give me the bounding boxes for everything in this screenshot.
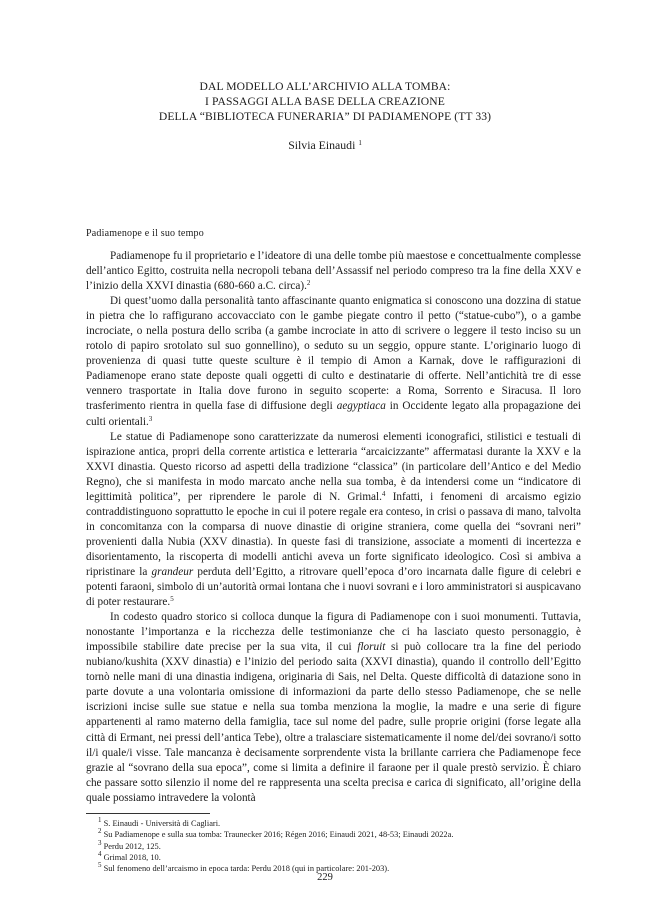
footnote-text: Sul fenomeno dell’arcaismo in epoca tarda: Perdu 2018 (qui in particolare: 201-203).	[103, 864, 390, 874]
footnote-number: 4	[98, 849, 102, 858]
author-line	[0, 138, 650, 153]
footnote-number: 5	[98, 861, 102, 870]
title-line-3: DELLA “BIBLIOTECA FUNERARIA” DI PADIAMENOPE (TT 33)	[158, 110, 492, 123]
footnote-ref-3[interactable]: 3	[148, 414, 153, 423]
footnote-ref-2[interactable]: 2	[306, 279, 311, 288]
footnote-number: 2	[98, 827, 102, 836]
title-line-2: I PASSAGGI ALLA BASE DELLA CREAZIONE	[205, 95, 445, 108]
footnotes	[98, 818, 578, 874]
body-text	[86, 249, 581, 806]
paragraph-text: in Occidente legato alla propagazione dei culti orientali.	[86, 400, 581, 428]
page-number: 229	[317, 872, 333, 883]
paragraph-4	[86, 610, 581, 806]
italic-term: aegyptiaca	[336, 400, 386, 413]
paragraph-text: Infatti, i fenomeni di arcaismo egizio contraddistinguono soprattutto le epoche in cui il potere regale era conteso, in crisi o passava di mano, talvolta in concomitanza con la comparsa di nuove dinastie di origine straniera, come quella dei “sovrani neri” provenienti dalla Nubia (XXV dinastia). In queste fasi di transizione, associate a momenti di incertezza e disorientamento, la riscoperta di modelli antichi aveva un forte significato ideologico. Così si ambiva a ripristinare la	[86, 490, 582, 578]
article-title	[60, 79, 590, 124]
footnote-ref-5[interactable]: 5	[170, 595, 174, 604]
paragraph-text: Le statue di Padiamenope sono caratterizzate da numerosi elementi iconografici, stilistici e testuali di ispirazione antica, propri della corrente artistica e letteraria “arcaicizzante” affermatasi durante la XXV e la XXVI dinastia. Questo ricorso ad aspetti della tradizione “classica” (in particolare dell’Antico e del Medio Regno), che si manifesta in modo marcato anche nella sua tomba, è da intendersi come un “indicatore di legittimità politica”, per riprendere le parole di N. Grimal.	[86, 430, 581, 503]
footnote-text: S. Einaudi - Università di Cagliari.	[103, 819, 221, 828]
paragraph-1	[86, 249, 581, 294]
footnote-3	[98, 838, 578, 852]
author-name: Silvia Einaudi	[288, 138, 356, 152]
footnote-ref-4[interactable]: 4	[381, 489, 386, 498]
paragraph-text: Padiamenope fu il proprietario e l’ideatore di una delle tombe più maestose e concettualmente complesse dell’antico Egitto, costruita nella necropoli tebana dell’Assassif nel periodo compreso tra la fine della XXV e l’inizio della XXVI dinastia (680-660 a.C. circa).	[86, 250, 581, 293]
paragraph-text: Di quest’uomo dalla personalità tanto affascinante quanto enigmatica si conoscono una dozzina di statue in pietra che lo raffigurano accovacciato con le gambe piegate contro il petto (“statue-cubo”), o a gambe incrociate, o nella postura dello scriba (a gambe incrociate in atto di scrivere o leggere il testo inciso su un rotolo di papiro srotolato sul suo gonnellino), o seduto su un seggio, oppure stante. L’originario luogo di provenienza di quasi tutte queste sculture è il tempio di Amon a Karnak, dove le raffigurazioni di Padiamenope erano state deposte quali oggetti di culto e destinatarie di offerte. Nell’antichità tre di esse vennero trasportate in Italia dove furono in seguito scoperte: a Roma, Sorrento e Siracusa. Il loro trasferimento rientra in quella fase di diffusione degli	[86, 295, 581, 413]
footnote-4	[98, 849, 578, 863]
footnote-number: 3	[98, 838, 102, 847]
italic-term: floruit	[357, 641, 386, 654]
footnote-text: Perdu 2012, 125.	[103, 841, 161, 851]
footnote-number: 1	[98, 816, 102, 824]
paragraph-text: si può collocare tra la fine del periodo nubiano/kushita (XXV dinastia) e l’inizio del periodo saita (XXVI dinastia), quando il controllo dell’Egitto tornò nelle mani di una dinastia indigena, originaria di Sais, nel Delta. Queste difficoltà di datazione sono in parte dovute a una volontaria omissione di informazioni da parte dello stesso Padiamenope, che se nelle iscrizioni incise sulle sue statue e nella sua tomba menziona la moglie, la madre e una serie di figure appartenenti al ramo materno della famiglia, tace sul nome del padre, sulle proprie origini (forse legate alla città di Ermant, nei pressi dell’antica Tebe), oltre a tralasciare sistematicamente il nome del/dei sovrano/i sotto il/i quale/i visse. Tale mancanza è decisamente sorprendente vista la brillante carriera che Padiamenope fece grazie al “sovrano della sua epoca”, come si limita a definire il faraone per il quale prestò servizio. È chiaro che passare sotto silenzio il nome del re rappresenta una scelta precisa e carica di significato, all’origine della quale possiamo intravedere la volontà	[86, 641, 582, 804]
paragraph-3	[86, 430, 581, 611]
section-heading: Padiamenope e il suo tempo	[86, 228, 204, 239]
paragraph-2	[86, 294, 581, 429]
paragraph-text: In codesto quadro storico si colloca dunque la figura di Padiamenope con i suoi monumenti. Tuttavia, nonostante l’importanza e la ricchezza delle testimonianze che ci ha lasciato questo personaggio, è impossibile stabilire date precise per la sua vita, il cui	[86, 611, 581, 654]
footnote-1	[98, 818, 578, 829]
paragraph-text: perduta dell’Egitto, a ritrovare quell’epoca d’oro incarnata dalle figure di celebri e potenti faraoni, simbolo di un’autorità ormai lontana che i nuovi sovrani e i loro amministratori si auspicavano di poter restaurare.	[86, 565, 582, 609]
footnote-2	[98, 829, 578, 840]
title-line-1: DAL MODELLO ALL’ARCHIVIO ALLA TOMBA:	[199, 80, 451, 93]
footnote-text: Su Padiamenope e sulla sua tomba: Traunecker 2016; Régen 2016; Einaudi 2021, 48-53; Einaudi 2022a.	[103, 830, 454, 840]
footnote-text: Grimal 2018, 10.	[103, 852, 161, 862]
footnote-divider	[86, 813, 210, 814]
author-footnote-ref[interactable]: 1	[358, 139, 362, 147]
italic-term: grandeur	[151, 565, 194, 578]
